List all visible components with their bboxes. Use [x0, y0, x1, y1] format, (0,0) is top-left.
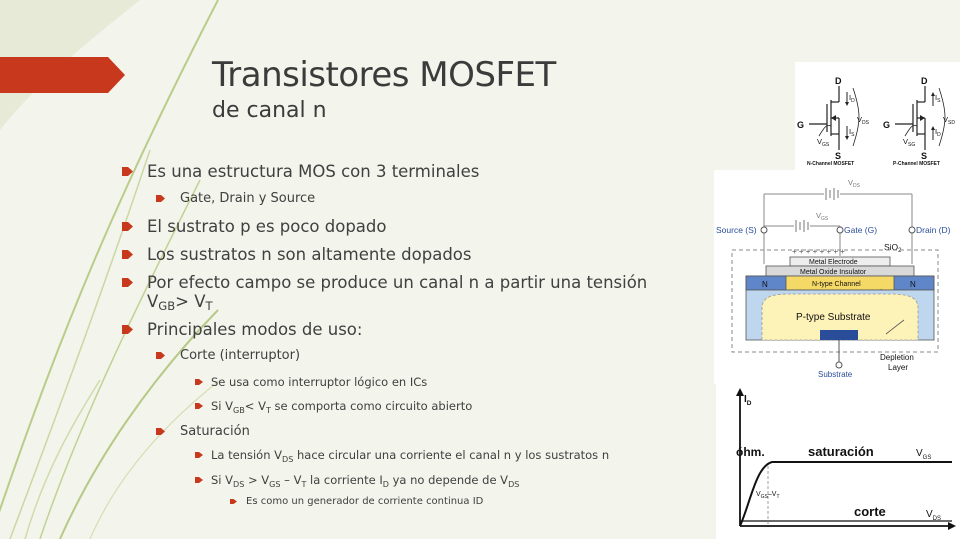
bullet-arrow-icon	[122, 222, 133, 231]
fig3-saturation-label: saturación	[808, 444, 874, 459]
fig2-metal-electrode: Metal Electrode	[809, 259, 858, 266]
fig1-n-title: N-Channel MOSFET	[807, 161, 855, 167]
id-vds-characteristic-figure	[716, 384, 960, 539]
bullet-terminals: Gate, Drain y Source	[180, 191, 316, 206]
fig2-layer-label: Layer	[888, 363, 909, 372]
bullet-arrow-icon	[195, 403, 203, 409]
fig2-p-substrate: P-type Substrate	[796, 312, 871, 323]
fig1-n-drain-label: D	[835, 76, 842, 86]
bullet-field-effect: Por efecto campo se produce un canal n a partir una tensión	[147, 273, 648, 292]
bullet-open-circuit: Si $V_{GB}< V_T$ se comporta como circuito abierto	[211, 399, 473, 415]
mosfet-symbols-figure	[795, 62, 960, 170]
title-banner-arrow	[0, 57, 125, 93]
fig2-vgs-label: $V_{GS}$	[816, 211, 829, 222]
fig1-p-vsd-label: $V_{SD}$	[943, 115, 955, 126]
bullet-arrow-icon	[122, 325, 133, 334]
fig1-p-vsg-label: $V_{SG}$	[903, 137, 916, 148]
fig1-n-vds-label: $V_{DS}$	[857, 115, 869, 126]
bullet-arrow-icon	[195, 379, 203, 385]
bullet-logic-switch: Se usa como interruptor lógico en ICs	[211, 375, 428, 389]
fig3-vgs-vt-label: $V_{GS}-V_T$	[756, 491, 780, 500]
slide-title: Transistores MOSFET	[212, 55, 556, 95]
fig1-p-gate-label: G	[883, 120, 891, 130]
fig1-p-id-label: $I_D$	[935, 127, 941, 138]
bullet-arrow-icon	[195, 477, 203, 483]
bullet-arrow-icon	[156, 195, 165, 202]
fig2-source-label: Source (S)	[716, 225, 757, 235]
bullet-arrow-icon	[122, 278, 133, 287]
fig2-drain-label: Drain (D)	[916, 225, 951, 235]
fig2-gate-label: Gate (G)	[844, 225, 878, 235]
fig2-substrate-label: Substrate	[818, 370, 853, 379]
slide-subtitle: de canal n	[212, 98, 327, 123]
bullet-cutoff: Corte (interruptor)	[180, 348, 301, 363]
bullet-arrow-icon	[122, 167, 133, 176]
bullet-modes: Principales modos de uso:	[147, 320, 363, 339]
fig1-p-drain-label: D	[921, 76, 928, 86]
fig2-n-right: N	[910, 280, 916, 289]
fig1-n-id-label: $I_D$	[849, 93, 855, 104]
bullet-vds-current: La tensión $V_{DS}$ hace circular una corriente el canal n y los sustratos n	[211, 448, 610, 464]
fig1-p-title: P-Channel MOSFET	[893, 161, 940, 167]
fig2-depletion-label: Depletion	[880, 353, 914, 362]
bullet-current-generator: Es como un generador de corriente continua ID	[246, 496, 484, 507]
fig2-oxide-insulator: Metal Oxide Insulator	[800, 269, 867, 276]
bullet-substrates-n: Los sustratos n son altamente dopados	[147, 245, 472, 264]
fig3-cutoff-label: corte	[854, 504, 886, 519]
fig1-p-source-label: S	[921, 151, 928, 161]
fig1-n-vgs-label: $V_{GS}$	[817, 137, 830, 148]
bullet-arrow-icon	[195, 452, 203, 458]
bullet-mos-structure: Es una estructura MOS con 3 terminales	[147, 162, 480, 181]
bullet-substrate-p: El sustrato p es poco dopado	[147, 217, 387, 236]
fig2-sio2-label: SiO$_2$	[884, 242, 902, 254]
fig1-p-is-label: $I_S$	[935, 93, 941, 104]
fig1-n-gate-label: G	[797, 120, 805, 130]
fig2-n-left: N	[762, 280, 768, 289]
fig3-vgs-label: $V_{GS}$	[916, 448, 932, 461]
bullet-arrow-icon	[122, 250, 133, 259]
fig2-vds-label: $V_{DS}$	[848, 178, 860, 189]
bullet-arrow-icon	[156, 428, 165, 435]
bullet-field-effect-condition: $V_{GB}> V_T$	[147, 292, 213, 313]
bullet-saturation-condition: Si $V_{DS} > V_{GS} - V_T$ la corriente $I_D$ ya no depende de $V_{DS}$	[211, 473, 520, 489]
fig1-n-source-label: S	[835, 151, 842, 161]
fig2-n-channel: N-type Channel	[812, 281, 861, 288]
bullet-arrow-icon	[156, 352, 165, 359]
bullet-saturation: Saturación	[180, 424, 250, 439]
fig3-vds-label: $V_{DS}$	[926, 509, 942, 522]
fig3-ohmic-label: óhm.	[736, 445, 765, 459]
fig2-plus-charges: + + + + + + + +	[792, 247, 845, 256]
fig3-id-label: $I_D$	[744, 394, 752, 407]
mosfet-cross-section-figure	[714, 170, 960, 384]
fig1-n-is-label: $I_S$	[849, 127, 855, 138]
bullet-arrow-icon	[230, 499, 237, 504]
